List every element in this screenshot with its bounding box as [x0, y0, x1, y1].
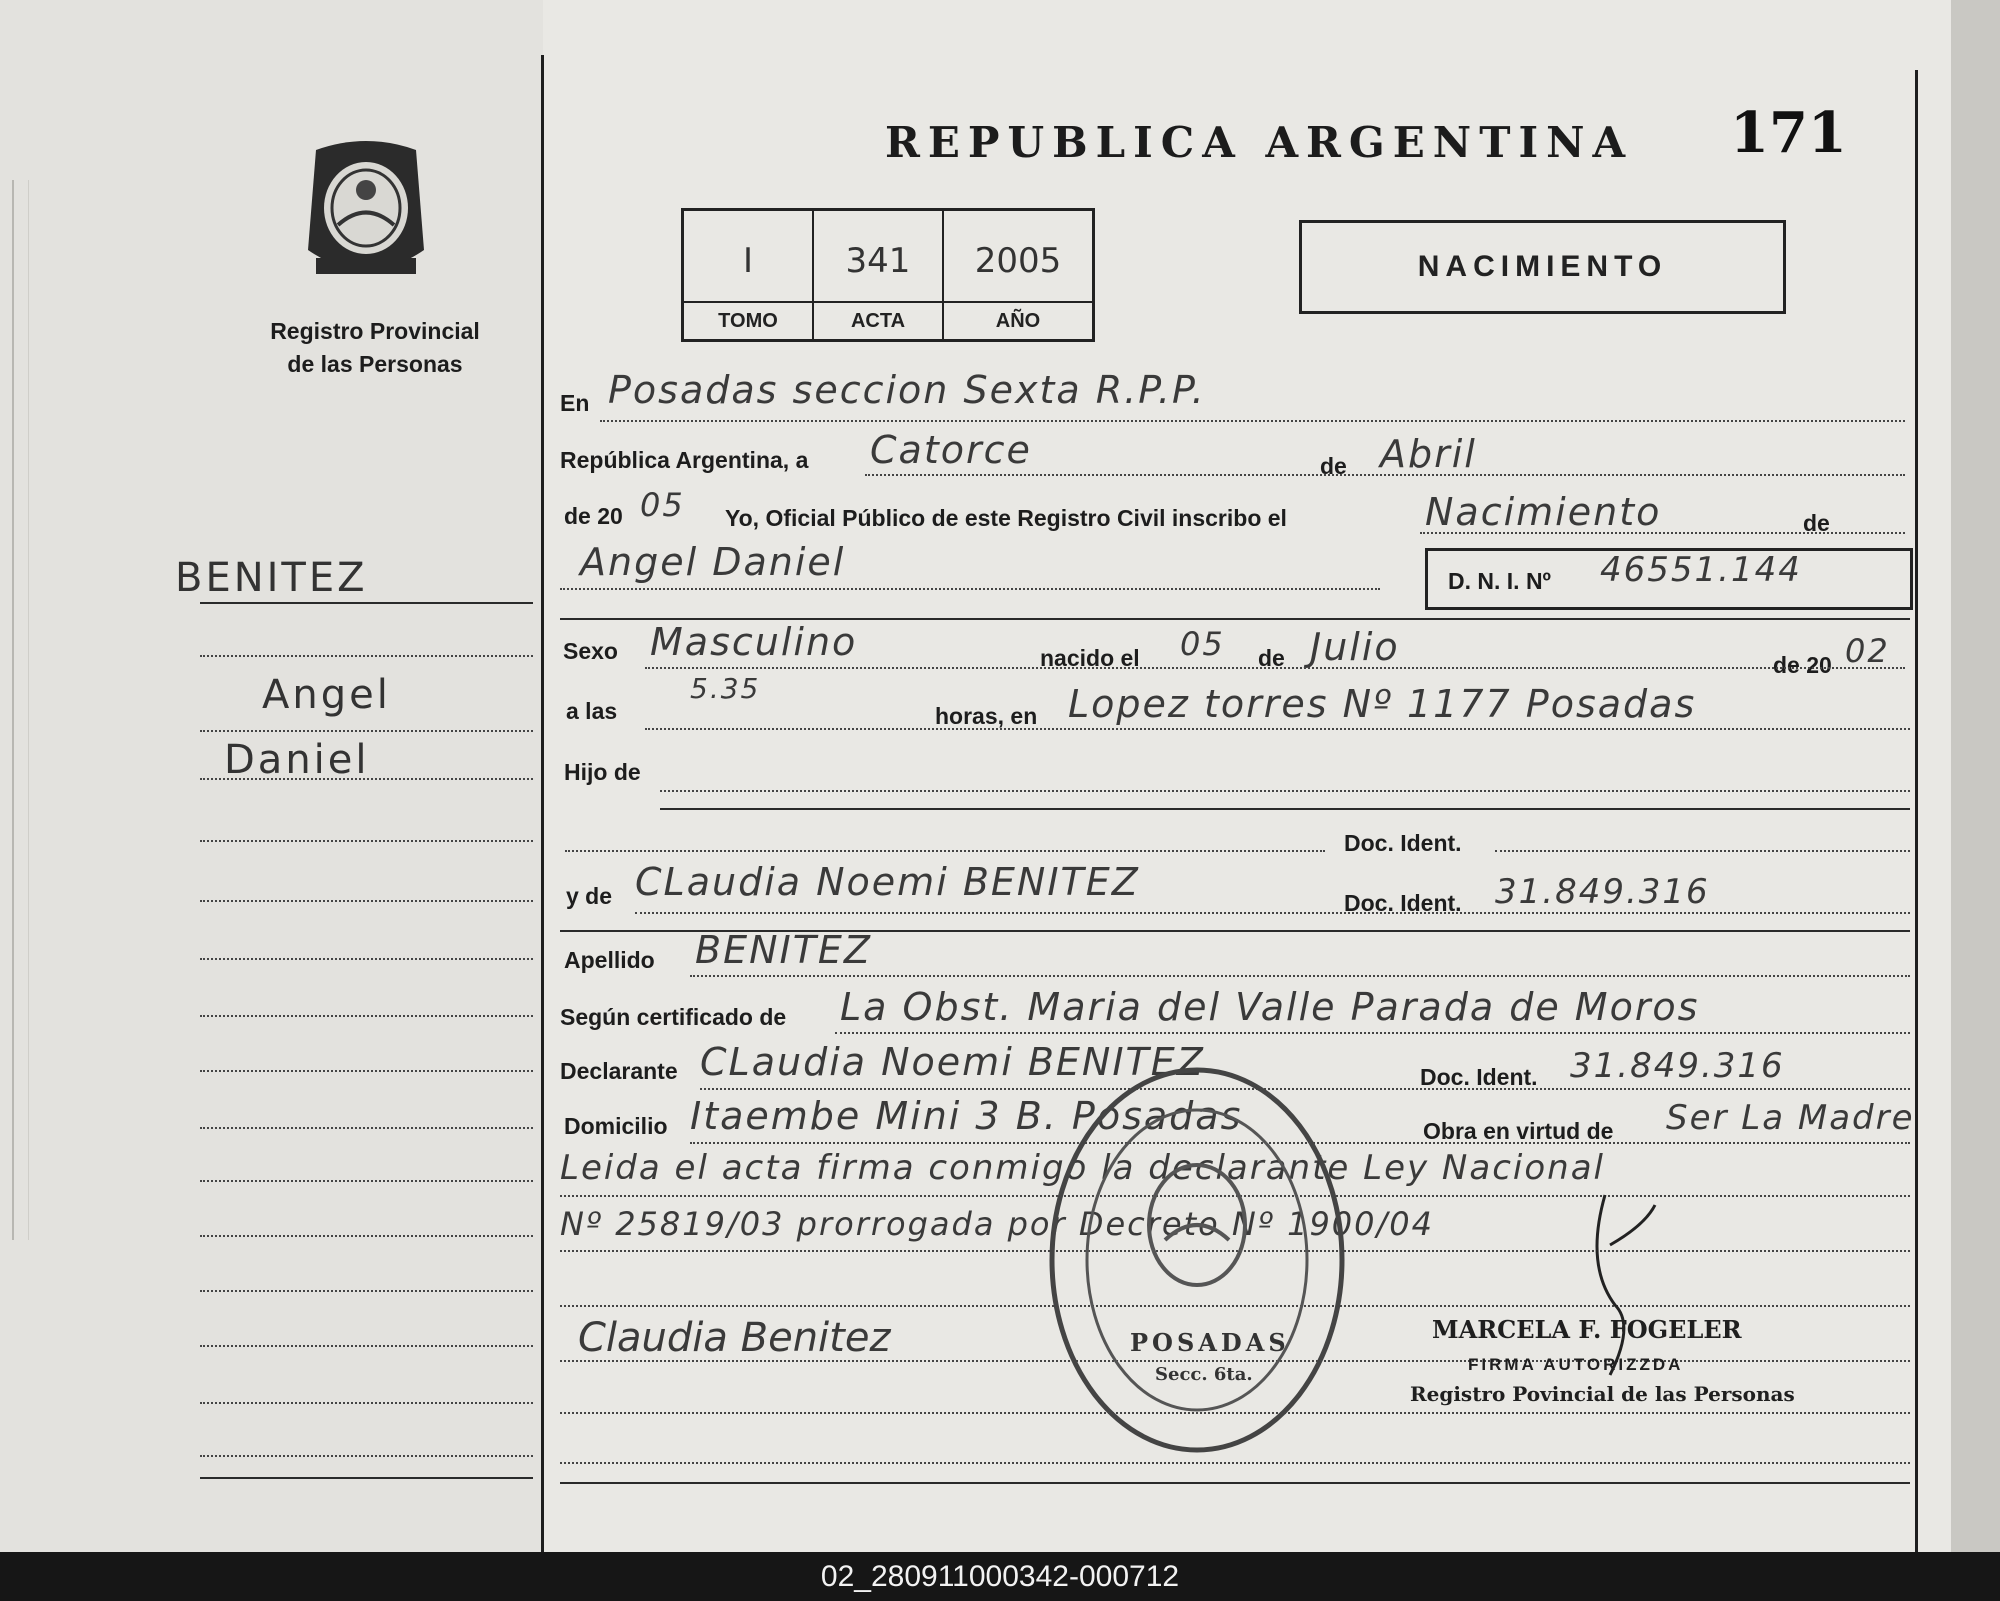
dni-label: D. N. I. Nº: [1448, 568, 1551, 594]
office-line-1: Registro Provincial: [270, 318, 480, 344]
birth-year-value: 02: [1845, 632, 1890, 670]
tomo-value: I: [742, 241, 754, 281]
nacido-label: nacido el: [1040, 645, 1140, 671]
record-table: [681, 208, 1095, 342]
anio-value: 2005: [974, 241, 1062, 281]
birth-day-value: 05: [1180, 625, 1225, 663]
place-value: Posadas seccion Sexta R.P.P.: [608, 368, 1206, 412]
month-value: Abril: [1380, 432, 1477, 476]
observation-line-2: Nº 25819/03 prorrogada por Decreto Nº 1900/04: [560, 1205, 1435, 1243]
horas-label: horas, en: [935, 703, 1038, 729]
tomo-label: TOMO: [684, 301, 812, 339]
segun-label: Según certificado de: [560, 1004, 787, 1030]
form-line: [560, 1462, 1910, 1464]
acta-value: 341: [845, 241, 911, 281]
form-line: [660, 808, 1910, 810]
yo-oficial-label: Yo, Oficial Público de este Registro Civil inscribo el: [725, 505, 1287, 531]
observation-line-1: Leida el acta firma conmigo la declarante Ley Nacional: [560, 1148, 1605, 1188]
margin-divider: [541, 55, 544, 1552]
right-border: [1915, 70, 1918, 1552]
official-signature-mark-icon: [1565, 1185, 1665, 1385]
declarante-value: CLaudia Noemi BENITEZ: [700, 1040, 1205, 1084]
obra-label: Obra en virtud de: [1423, 1118, 1614, 1144]
margin-line: [200, 1477, 533, 1479]
official-office: Registro Povincial de las Personas: [1410, 1382, 1795, 1406]
margin-dotted-line: [200, 840, 533, 842]
margin-dotted-line: [200, 655, 533, 657]
de20-label: de 20: [1773, 652, 1832, 678]
form-line: [1495, 850, 1910, 852]
form-line: [690, 975, 1910, 977]
hijo-label: Hijo de: [564, 759, 641, 785]
sexo-value: Masculino: [650, 620, 858, 664]
margin-dotted-line: [200, 1070, 533, 1072]
domicilio-value: Itaembe Mini 3 B. Posadas: [690, 1094, 1243, 1138]
registry-office-name: [230, 315, 520, 381]
margin-dotted-line: [200, 900, 533, 902]
margin-dotted-line: [200, 1402, 533, 1404]
alas-label: a las: [566, 698, 618, 724]
sexo-label: Sexo: [563, 638, 618, 664]
republica-label: República Argentina, a: [560, 447, 809, 473]
de-label-2: de: [1803, 510, 1830, 536]
page-edge: [1951, 0, 2000, 1552]
official-title: FIRMA AUTORIZZDA: [1468, 1355, 1684, 1374]
margin-dotted-line: [200, 1180, 533, 1182]
form-line: [565, 850, 1325, 852]
child-name-value: Angel Daniel: [580, 540, 846, 584]
tomo-cell: [684, 211, 814, 339]
form-line: [560, 588, 1380, 590]
margin-dotted-line: [200, 1290, 533, 1292]
form-line: [645, 728, 1910, 730]
stamp-section: Secc. 6ta.: [1155, 1364, 1253, 1385]
folio-number: 171: [1730, 100, 1847, 166]
stamp-city: POSADAS: [1130, 1328, 1290, 1357]
margin-given-name-2: Daniel: [224, 737, 370, 783]
hour-value: 5.35: [690, 672, 761, 705]
anio-cell: [944, 211, 1092, 339]
domicilio-label: Domicilio: [564, 1113, 668, 1139]
provincial-seal-icon: [296, 140, 436, 290]
margin-surname: BENITEZ: [175, 555, 368, 601]
act-type-value: Nacimiento: [1425, 490, 1662, 534]
form-line: [1420, 532, 1905, 534]
declarante-label: Declarante: [560, 1058, 678, 1084]
binding-fold: [12, 180, 29, 1240]
obra-value: Ser La Madre: [1666, 1098, 1915, 1138]
section-divider: [560, 1482, 1910, 1484]
official-name: MARCELA F. FOGELER: [1432, 1315, 1742, 1344]
image-id-bar: 02_280911000342-000712: [0, 1552, 2000, 1601]
registry-stamp-icon: [1045, 1060, 1350, 1460]
form-line: [835, 1032, 1910, 1034]
margin-dotted-line: [200, 1015, 533, 1017]
form-line: [635, 912, 1910, 914]
acta-cell: [814, 211, 944, 339]
margin-dotted-line: [200, 958, 533, 960]
form-line: [865, 474, 1905, 476]
form-line: [660, 790, 1910, 792]
margin-dotted-line: [200, 1345, 533, 1347]
record-type: NACIMIENTO: [1417, 250, 1668, 283]
country-title: REPUBLICA ARGENTINA: [885, 118, 1634, 167]
mother-name-value: CLaudia Noemi BENITEZ: [635, 860, 1140, 904]
mother-doc-value: 31.849.316: [1495, 872, 1710, 912]
dni-value: 46551.144: [1600, 550, 1802, 590]
year-prefix-label: de 20: [564, 503, 623, 529]
year-suffix-value: 05: [640, 486, 685, 524]
en-label: En: [560, 390, 590, 416]
margin-dotted-line: [200, 778, 533, 780]
anio-label: AÑO: [944, 301, 1092, 339]
office-line-2: de las Personas: [287, 351, 463, 377]
margin-dotted-line: [200, 730, 533, 732]
yde-label: y de: [566, 883, 613, 909]
birth-month-value: Julio: [1310, 625, 1400, 669]
form-line: [600, 420, 1905, 422]
margin-dotted-line: [200, 1235, 533, 1237]
de-label: de: [1320, 453, 1347, 479]
margin-line: [200, 602, 533, 604]
record-type-box: [1299, 220, 1786, 314]
de-label-3: de: [1258, 645, 1285, 671]
day-words-value: Catorce: [870, 428, 1032, 472]
birth-place-value: Lopez torres Nº 1177 Posadas: [1068, 682, 1697, 726]
declarant-signature: Claudia Benitez: [578, 1315, 891, 1361]
margin-dotted-line: [200, 1455, 533, 1457]
doc-ident-label-2: Doc. Ident.: [1344, 890, 1462, 916]
acta-label: ACTA: [814, 301, 942, 339]
doc-ident-label: Doc. Ident.: [1344, 830, 1462, 856]
apellido-label: Apellido: [564, 947, 655, 973]
form-line: [645, 667, 1905, 669]
margin-dotted-line: [200, 1127, 533, 1129]
doc-ident-label-3: Doc. Ident.: [1420, 1064, 1538, 1090]
apellido-value: BENITEZ: [695, 928, 872, 972]
margin-given-name-1: Angel: [262, 672, 391, 718]
declarante-doc-value: 31.849.316: [1570, 1046, 1785, 1086]
certifier-value: La Obst. Maria del Valle Parada de Moros: [840, 985, 1700, 1029]
